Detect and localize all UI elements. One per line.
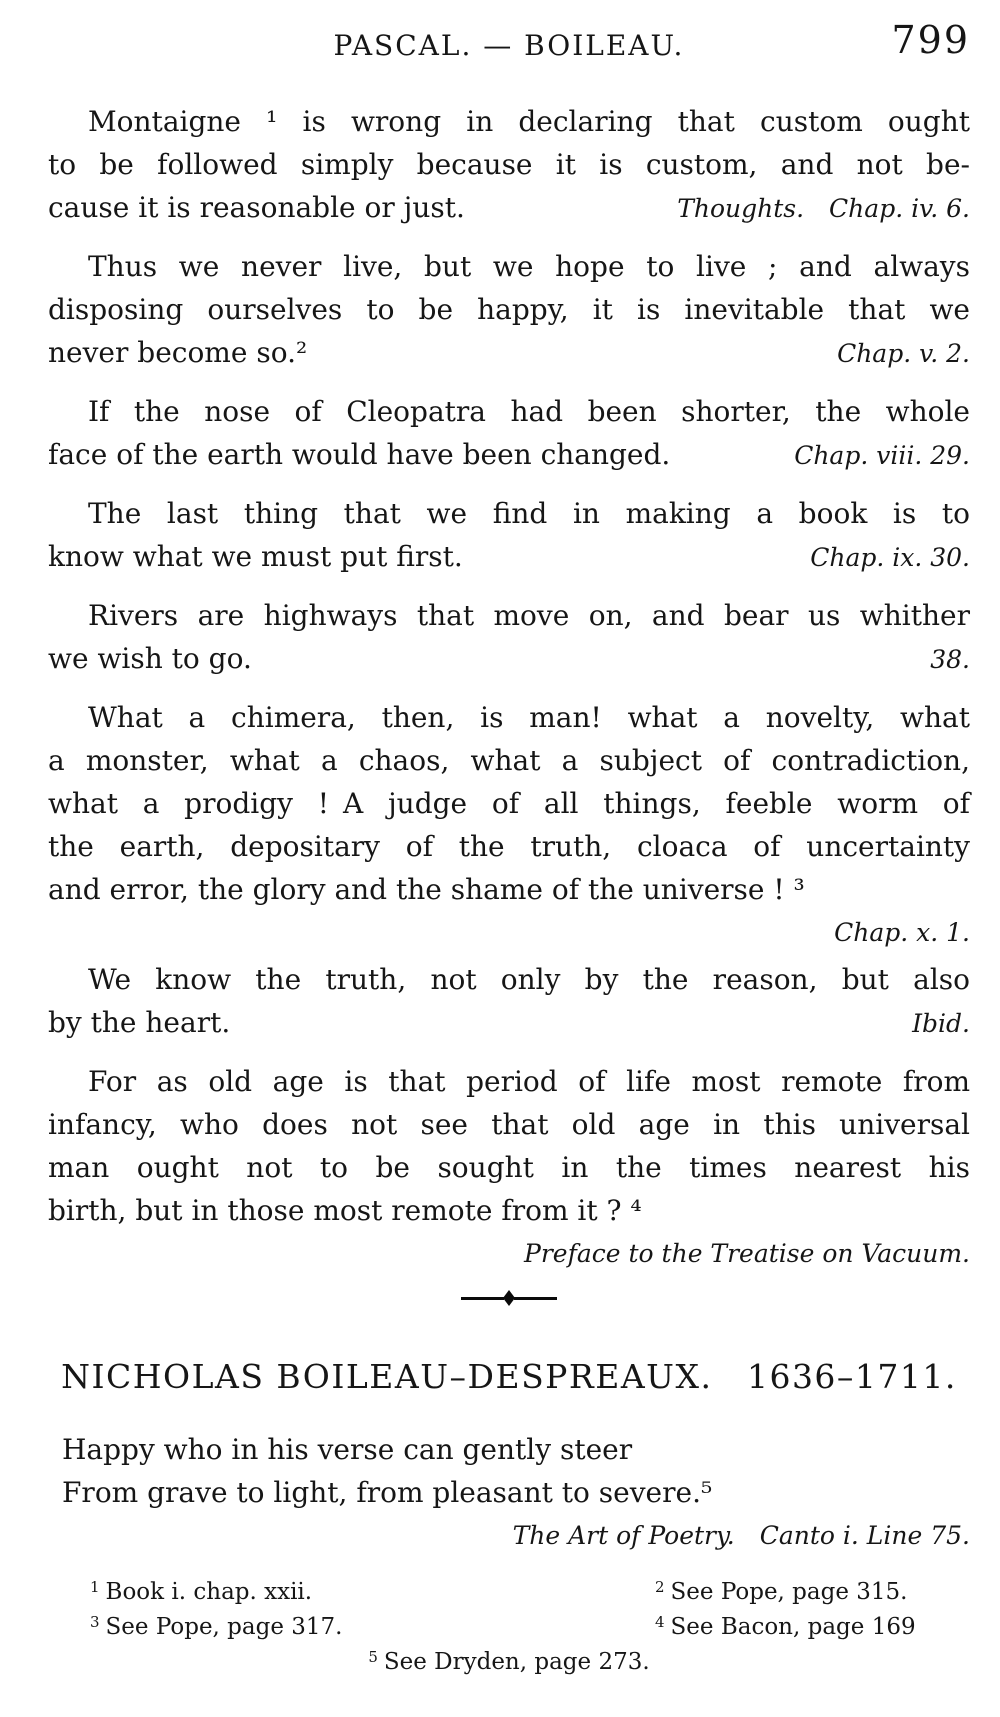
quote-last-line: and error, the glory and the shame of the universe ! ³	[48, 873, 805, 906]
section-divider	[461, 1290, 557, 1306]
page-title: PASCAL. — BOILEAU.	[333, 29, 685, 62]
quote-last-line: cause it is reasonable or just.	[48, 191, 465, 224]
text-line: For as old age is that period of life most remote from	[88, 1065, 970, 1098]
footnote	[90, 1572, 655, 1607]
text-line: From grave to light, from pleasant to severe.⁵	[62, 1476, 713, 1509]
text-line: We know the truth, not only by the reason, but also	[88, 963, 970, 996]
quotes-section	[48, 100, 970, 1275]
text-line: The last thing that we find in making a book is to	[88, 497, 970, 530]
running-header	[48, 18, 970, 72]
footnote-marker: 5	[368, 1648, 378, 1666]
quote-text	[48, 1060, 970, 1189]
quote-paragraph	[48, 100, 970, 230]
quote-last-line: face of the earth would have been changed.	[48, 438, 671, 471]
footnote-row	[48, 1642, 970, 1677]
quote-paragraph	[48, 245, 970, 375]
footnote	[655, 1607, 970, 1642]
text-line: what a prodigy ! A judge of all things, feeble worm of	[48, 787, 970, 820]
quote-text	[48, 100, 970, 186]
quote-citation: Chap. x. 1.	[834, 918, 970, 947]
quote-citation: Preface to the Treatise on Vacuum.	[524, 1239, 970, 1268]
quote-paragraph	[48, 1060, 970, 1275]
section-heading: NICHOLAS BOILEAU–DESPREAUX. 1636–1711.	[61, 1357, 957, 1396]
footnote-marker: 1	[90, 1578, 100, 1596]
footnote-marker: 4	[655, 1613, 665, 1631]
text-line: man ought not to be sought in the times nearest his	[48, 1151, 970, 1184]
quote-last-line: we wish to go.	[48, 642, 252, 675]
quote-citation: Chap. ix. 30.	[810, 543, 970, 572]
text-line: a monster, what a chaos, what a subject of contradiction,	[48, 744, 970, 777]
text-line: disposing ourselves to be happy, it is inevitable that we	[48, 293, 970, 326]
footnote	[655, 1572, 970, 1607]
quote-paragraph	[48, 958, 970, 1045]
poem-citation: The Art of Poetry. Canto i. Line 75.	[512, 1521, 970, 1550]
quote-last-line: by the heart.	[48, 1006, 231, 1039]
text-line: to be followed simply because it is custom, and not be-	[48, 148, 970, 181]
text-line: the earth, depositary of the truth, cloaca of uncertainty	[48, 830, 970, 863]
page-number: 799	[891, 18, 970, 62]
quote-text	[48, 696, 970, 868]
quote-citation: Chap. viii. 29.	[794, 441, 970, 470]
quote-text	[48, 492, 970, 535]
text-line: Rivers are highways that move on, and bear us whither	[88, 599, 970, 632]
footnote-text: Book i. chap. xxii.	[105, 1579, 313, 1605]
divider-rule	[461, 1297, 504, 1300]
footnote-marker: 2	[655, 1578, 665, 1596]
poem	[62, 1428, 970, 1514]
quote-text	[48, 594, 970, 637]
footnote-marker: 3	[90, 1613, 100, 1631]
quote-citation: Thoughts. Chap. iv. 6.	[677, 194, 970, 223]
quote-paragraph	[48, 696, 970, 954]
quote-paragraph	[48, 390, 970, 477]
footnote	[90, 1607, 655, 1642]
text-line: If the nose of Cleopatra had been shorter, the whole	[88, 395, 970, 428]
text-line: Happy who in his verse can gently steer	[62, 1433, 633, 1466]
quote-text	[48, 245, 970, 331]
text-line: What a chimera, then, is man! what a novelty, what	[88, 701, 970, 734]
quote-last-line: know what we must put first.	[48, 540, 463, 573]
quote-citation: 38.	[930, 645, 970, 674]
footnotes	[48, 1572, 970, 1677]
text-line: Montaigne ¹ is wrong in declaring that custom ought	[88, 105, 970, 138]
quote-text	[48, 958, 970, 1001]
quote-citation: Chap. v. 2.	[837, 339, 970, 368]
quote-last-line: never become so.²	[48, 336, 308, 369]
quote-paragraph	[48, 492, 970, 579]
quote-last-line: birth, but in those most remote from it ? ⁴	[48, 1194, 642, 1227]
diamond-ornament-icon	[503, 1290, 515, 1306]
footnote	[368, 1642, 649, 1677]
text-line: Thus we never live, but we hope to live ; and always	[88, 250, 970, 283]
footnote-text: See Bacon, page 169	[670, 1614, 916, 1640]
divider-rule	[514, 1297, 557, 1300]
footnote-text: See Pope, page 317.	[105, 1614, 343, 1640]
footnote-text: See Pope, page 315.	[670, 1579, 908, 1605]
text-line: infancy, who does not see that old age in this universal	[48, 1108, 970, 1141]
quote-text	[48, 390, 970, 433]
footnote-text: See Dryden, page 273.	[383, 1649, 650, 1675]
quote-citation: Ibid.	[912, 1009, 970, 1038]
footnote-row	[48, 1607, 970, 1642]
footnote-row	[48, 1572, 970, 1607]
quote-paragraph	[48, 594, 970, 681]
